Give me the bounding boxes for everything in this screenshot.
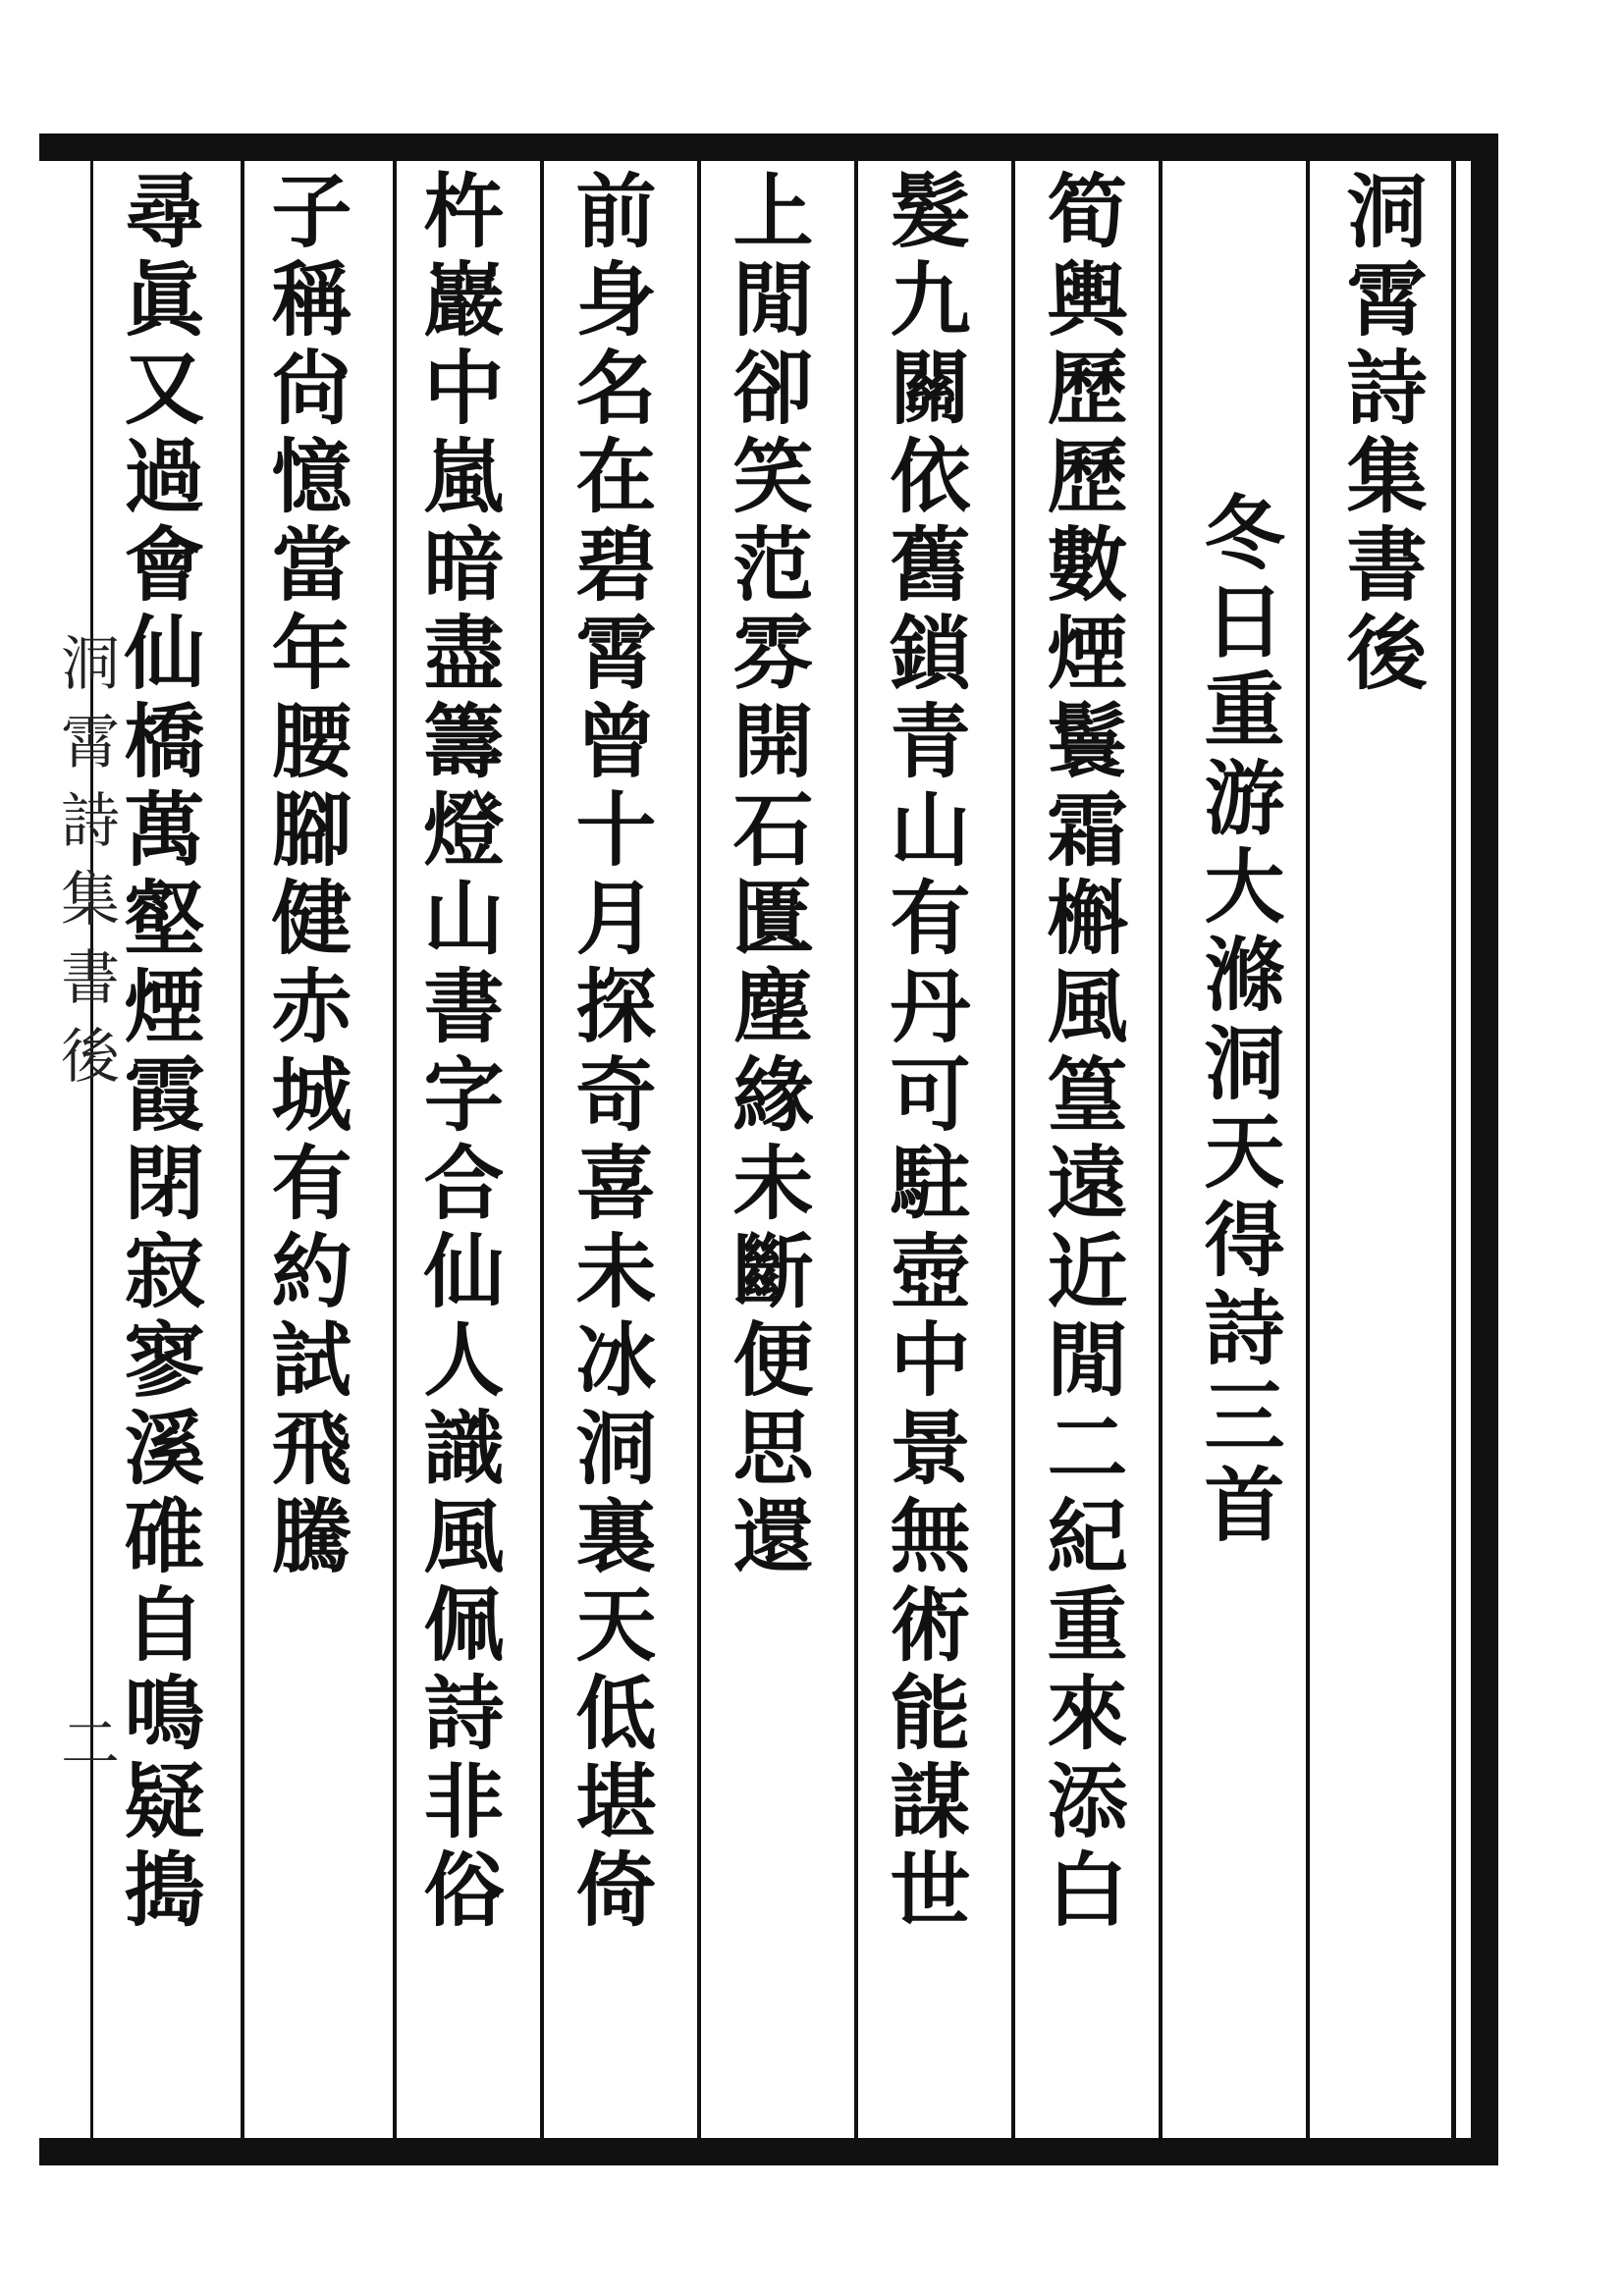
text-line-7: 尋眞又過會仙橋萬壑煙霞閉寂寥溪碓自鳴疑搗	[111, 169, 205, 1936]
poem-title: 冬日重游大滌洞天得詩三首	[1191, 491, 1285, 1551]
text-line-2: 髮九關依舊鎖青山有丹可駐壺中景無術能謀世	[877, 169, 971, 1936]
column-rule	[1159, 161, 1163, 2138]
text-line-5: 杵巖中嵐暗盡籌燈山書字合仙人識風佩詩非俗	[410, 169, 505, 1936]
frame-right-inner-rule	[1451, 161, 1456, 2138]
margin-column	[43, 161, 120, 2138]
frame-bottom-border	[39, 2138, 1498, 2165]
column-rule	[1306, 161, 1310, 2138]
text-line-4: 前身名在碧霄曾十月探奇喜未冰洞裏天低堪倚	[563, 169, 657, 1936]
column-rule	[393, 161, 397, 2138]
frame-top-border	[39, 133, 1498, 161]
column-rule	[1011, 161, 1015, 2138]
book-title: 洞霄詩集書後	[1333, 169, 1428, 699]
frame-right-border	[1471, 133, 1498, 2165]
text-line-6: 子稱尙憶當年腰腳健赤城有約試飛騰	[258, 169, 352, 1582]
column-rule	[241, 161, 244, 2138]
column-rule	[697, 161, 701, 2138]
text-line-3: 上閒卻笑范雰開石匱塵緣未斷便思還	[720, 169, 814, 1582]
column-rule	[540, 161, 544, 2138]
text-line-1: 筍輿歷歷數煙鬟霜槲風篁遠近閒二紀重來添白	[1034, 169, 1128, 1936]
folio-number: 二	[51, 1712, 120, 1771]
margin-label: 洞霄詩集書後	[51, 632, 120, 1103]
column-rule	[854, 161, 858, 2138]
